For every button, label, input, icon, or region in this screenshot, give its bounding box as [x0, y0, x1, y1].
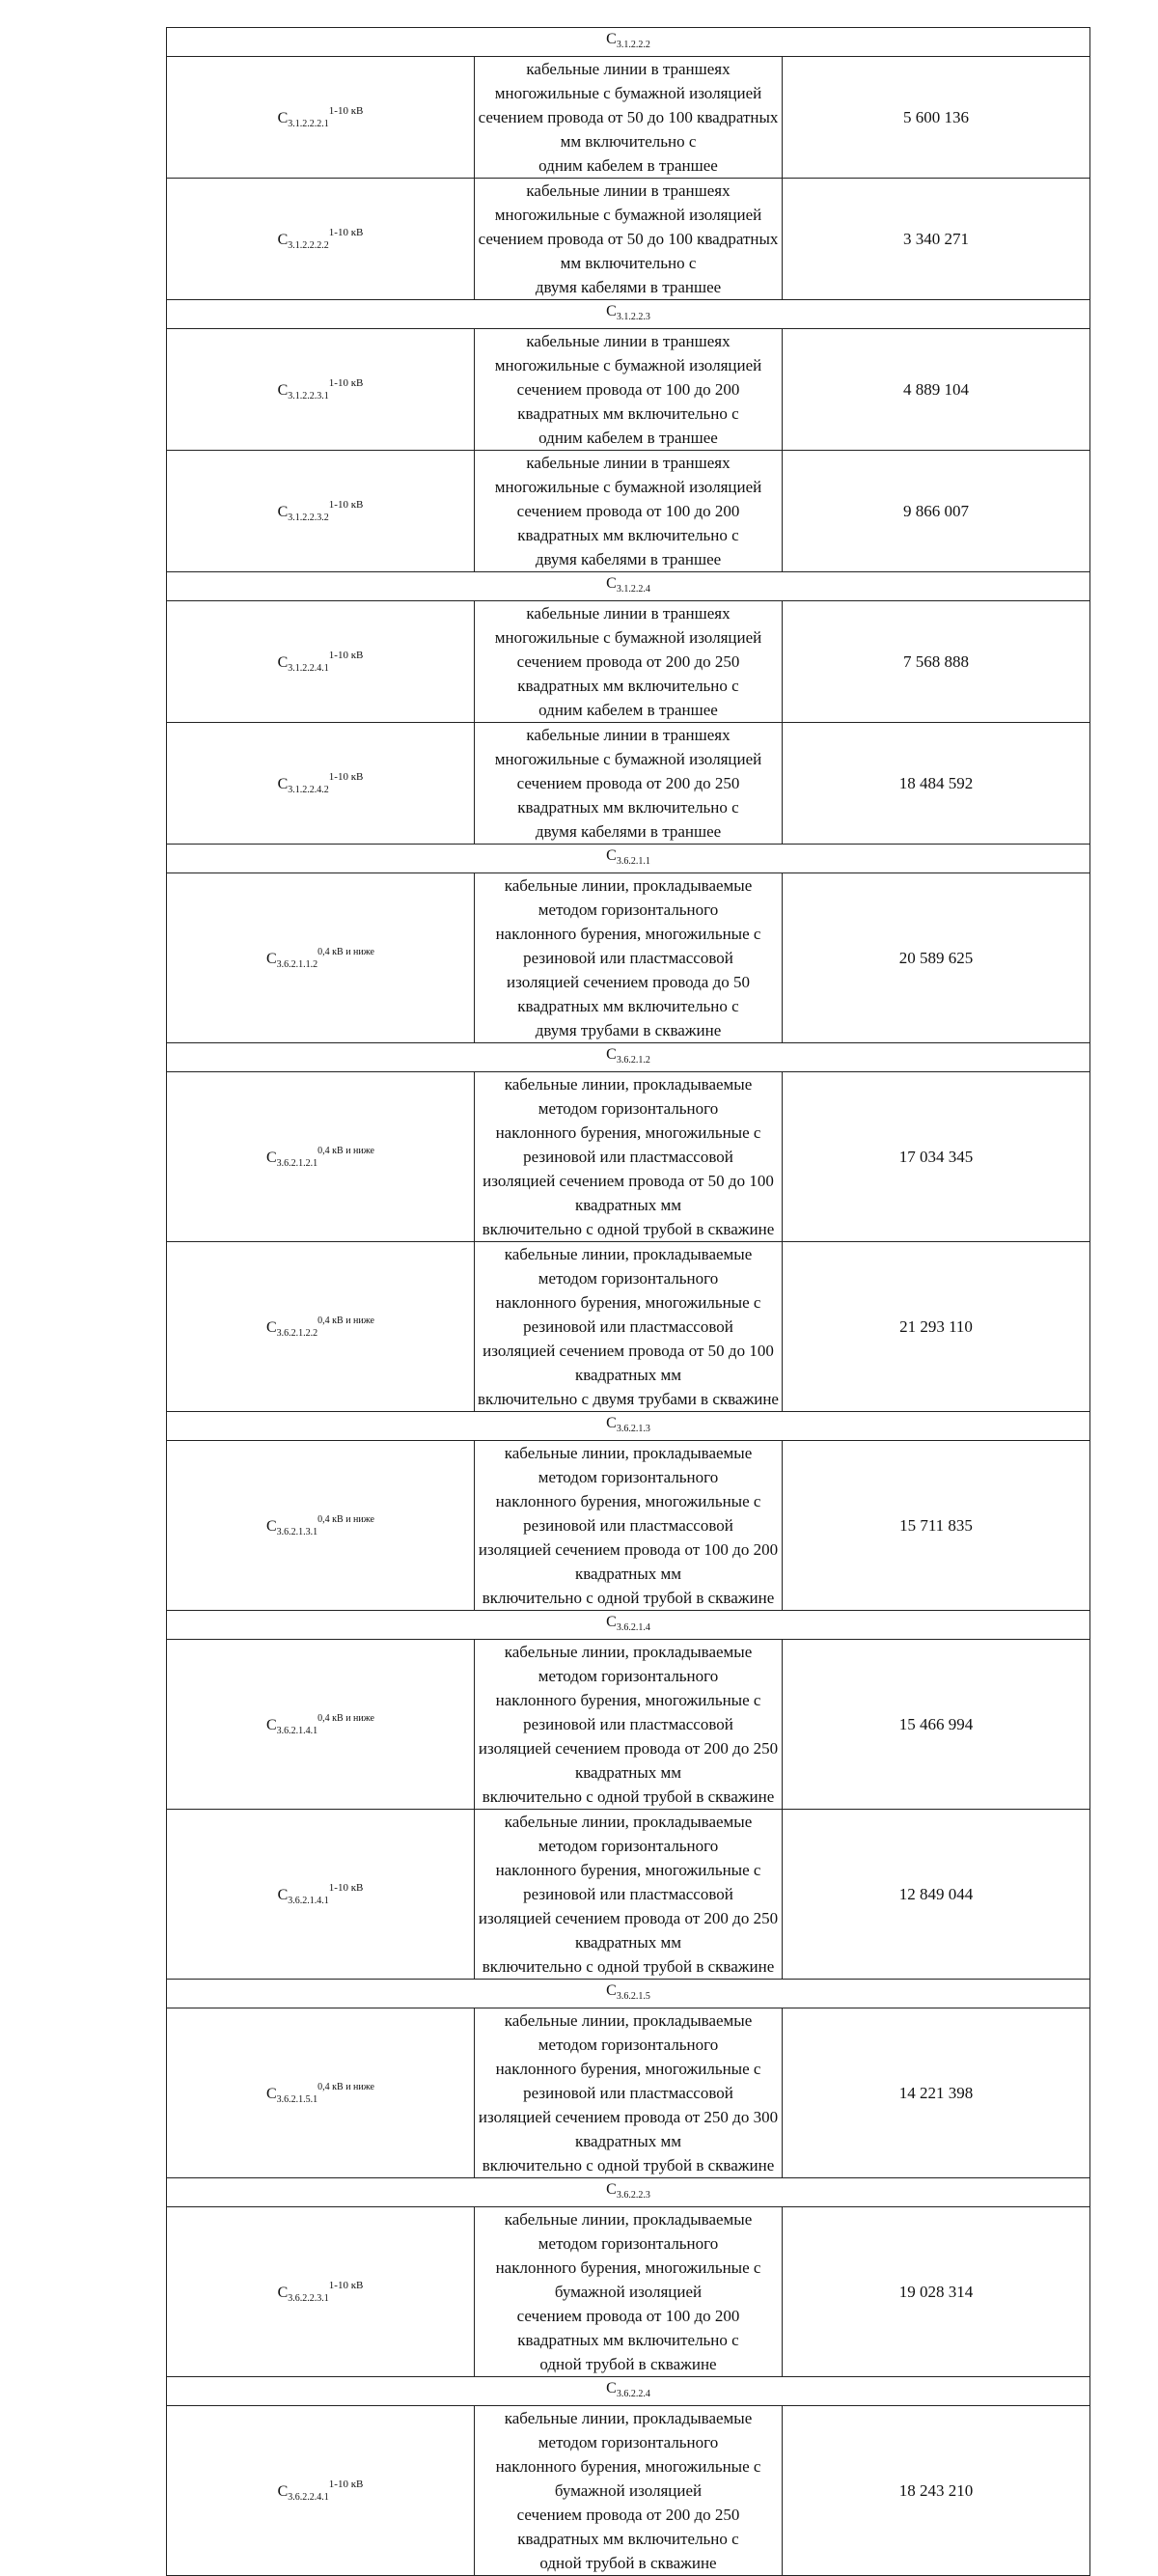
description-line: наклонного бурения, многожильные с резиновой или пластмассовой — [495, 925, 761, 967]
item-code-cell — [167, 1242, 475, 1412]
item-code-cell — [167, 873, 475, 1043]
code-subscript: 3.6.2.1.3.1 — [276, 1526, 318, 1537]
section-header-row — [167, 2178, 1090, 2207]
code-main: С — [606, 2380, 617, 2396]
code-main: С — [606, 1415, 617, 1431]
item-code-cell — [167, 1810, 475, 1980]
item-code-cell — [167, 2406, 475, 2576]
code-main: С — [266, 1149, 277, 1166]
description-line: кабельные линии в траншеях многожильные с бумажной изоляцией — [494, 604, 762, 647]
code-main: С — [266, 950, 277, 967]
table-row — [167, 601, 1090, 723]
description-cell — [475, 2008, 783, 2178]
price-cell: 9 866 007 — [783, 451, 1090, 572]
price-cell: 20 589 625 — [783, 873, 1090, 1043]
description-line: кабельные линии, прокладываемые методом горизонтального — [504, 1643, 753, 1685]
section-code-cell — [167, 1043, 1090, 1072]
description-line: двумя кабелями в траншее — [535, 550, 722, 568]
description-line: кабельные линии в траншеях многожильные с бумажной изоляцией — [494, 726, 762, 768]
code-main: С — [277, 654, 289, 671]
price-cell: 21 293 110 — [783, 1242, 1090, 1412]
item-code-cell — [167, 723, 475, 845]
section-header-row — [167, 1043, 1090, 1072]
section-header-row — [167, 845, 1090, 873]
code-subscript: 3.1.2.2.2.1 — [288, 119, 329, 129]
description-line: сечением провода от 50 до 100 квадратных мм включительно с — [478, 108, 779, 151]
description-line: сечением провода от 100 до 200 квадратных мм включительно с — [516, 380, 740, 423]
code-main: С — [266, 1517, 277, 1535]
description-line: одной трубой в скважине — [539, 2355, 717, 2373]
section-header-row — [167, 572, 1090, 601]
price-cell: 4 889 104 — [783, 329, 1090, 451]
table-row — [167, 2207, 1090, 2377]
description-line: наклонного бурения, многожильные с резиновой или пластмассовой — [495, 1861, 761, 1903]
section-header-row — [167, 2377, 1090, 2406]
code-subscript: 3.6.2.1.2.2 — [276, 1327, 318, 1339]
description-cell — [475, 451, 783, 572]
voltage-superscript: 1-10 кВ — [328, 1882, 364, 1894]
table-row — [167, 451, 1090, 572]
description-line: двумя кабелями в траншее — [535, 278, 722, 296]
item-code-cell — [167, 2008, 475, 2178]
code-main: С — [606, 1046, 617, 1063]
description-line: сечением провода от 50 до 100 квадратных мм включительно с — [478, 230, 779, 272]
table-row — [167, 2008, 1090, 2178]
description-line: сечением провода от 200 до 250 квадратных мм включительно с — [516, 652, 740, 695]
voltage-superscript: 1-10 кВ — [328, 377, 364, 389]
description-line: одним кабелем в траншее — [538, 156, 718, 175]
code-subscript: 3.6.2.1.4.1 — [288, 1896, 329, 1906]
description-cell — [475, 57, 783, 179]
description-line: включительно с одной трубой в скважине — [482, 1957, 775, 1976]
description-line: одной трубой в скважине — [539, 2554, 717, 2572]
description-line: наклонного бурения, многожильные с бумажной изоляцией — [495, 2457, 761, 2500]
voltage-superscript: 1-10 кВ — [328, 2479, 364, 2490]
voltage-superscript: 0,4 кВ и ниже — [317, 2081, 374, 2092]
code-subscript: 3.6.2.2.4.1 — [288, 2492, 329, 2503]
description-cell — [475, 873, 783, 1043]
code-subscript: 3.6.2.1.2.1 — [276, 1157, 318, 1169]
item-code-cell — [167, 1640, 475, 1810]
voltage-superscript: 1-10 кВ — [328, 227, 364, 238]
table-body — [167, 28, 1090, 2576]
section-header-row — [167, 28, 1090, 57]
description-line: наклонного бурения, многожильные с резиновой или пластмассовой — [495, 1492, 761, 1535]
description-line: кабельные линии, прокладываемые методом горизонтального — [504, 1245, 753, 1288]
description-line: изоляцией сечением провода от 50 до 100 квадратных мм — [482, 1342, 774, 1384]
description-line: кабельные линии в траншеях многожильные с бумажной изоляцией — [494, 181, 762, 224]
code-subscript: 3.1.2.2.2 — [616, 40, 650, 50]
price-cell: 3 340 271 — [783, 179, 1090, 300]
description-cell — [475, 1441, 783, 1611]
code-main: С — [606, 575, 617, 592]
description-line: кабельные линии, прокладываемые методом горизонтального — [504, 1075, 753, 1118]
code-main: С — [277, 232, 289, 248]
description-line: изоляцией сечением провода до 50 квадратных мм включительно с — [507, 973, 750, 1015]
description-line: одним кабелем в траншее — [538, 429, 718, 447]
section-code-cell — [167, 845, 1090, 873]
description-line: включительно с одной трубой в скважине — [482, 2156, 775, 2174]
table-row — [167, 57, 1090, 179]
section-code-cell — [167, 28, 1090, 57]
description-line: включительно с двумя трубами в скважине — [478, 1390, 779, 1408]
description-line: двумя кабелями в траншее — [535, 822, 722, 841]
price-cell: 18 484 592 — [783, 723, 1090, 845]
voltage-superscript: 0,4 кВ и ниже — [317, 1145, 374, 1156]
description-line: двумя трубами в скважине — [535, 1021, 722, 1039]
code-main: С — [277, 382, 289, 399]
table-row — [167, 1242, 1090, 1412]
item-code-cell — [167, 2207, 475, 2377]
section-header-row — [167, 300, 1090, 329]
code-subscript: 3.6.2.1.5.1 — [276, 2093, 318, 2105]
code-main: С — [606, 31, 617, 47]
description-line: кабельные линии, прокладываемые методом горизонтального — [504, 1444, 753, 1486]
voltage-superscript: 1-10 кВ — [328, 2280, 364, 2291]
code-subscript: 3.6.2.1.4 — [616, 1622, 650, 1633]
description-cell — [475, 723, 783, 845]
voltage-superscript: 1-10 кВ — [328, 650, 364, 661]
table-row — [167, 2406, 1090, 2576]
price-cell: 5 600 136 — [783, 57, 1090, 179]
table-row — [167, 1072, 1090, 1242]
price-cell: 7 568 888 — [783, 601, 1090, 723]
description-line: наклонного бурения, многожильные с бумажной изоляцией — [495, 2258, 761, 2301]
code-subscript: 3.6.2.2.3.1 — [288, 2293, 329, 2304]
item-code-cell — [167, 1072, 475, 1242]
table-row — [167, 873, 1090, 1043]
item-code-cell — [167, 57, 475, 179]
code-subscript: 3.1.2.2.3.1 — [288, 391, 329, 402]
description-line: включительно с одной трубой в скважине — [482, 1220, 775, 1238]
description-cell — [475, 601, 783, 723]
code-main: С — [606, 2181, 617, 2198]
description-cell — [475, 329, 783, 451]
description-line: кабельные линии в траншеях многожильные с бумажной изоляцией — [494, 454, 762, 496]
item-code-cell — [167, 179, 475, 300]
voltage-superscript: 1-10 кВ — [328, 105, 364, 117]
code-main: С — [277, 504, 289, 520]
voltage-superscript: 0,4 кВ и ниже — [317, 946, 374, 957]
description-line: наклонного бурения, многожильные с резиновой или пластмассовой — [495, 1691, 761, 1733]
code-main: С — [606, 303, 617, 319]
section-header-row — [167, 1611, 1090, 1640]
description-line: изоляцией сечением провода от 200 до 250 квадратных мм — [478, 1739, 779, 1782]
price-cell: 14 221 398 — [783, 2008, 1090, 2178]
code-subscript: 3.1.2.2.4 — [616, 584, 650, 595]
code-main: С — [606, 1982, 617, 1999]
code-subscript: 3.6.2.2.3 — [616, 2190, 650, 2201]
code-subscript: 3.1.2.2.3.2 — [288, 512, 329, 523]
price-cell: 15 711 835 — [783, 1441, 1090, 1611]
code-main: С — [277, 110, 289, 126]
section-code-cell — [167, 1611, 1090, 1640]
code-subscript: 3.6.2.2.4 — [616, 2389, 650, 2399]
voltage-superscript: 0,4 кВ и ниже — [317, 1315, 374, 1326]
description-line: одним кабелем в траншее — [538, 701, 718, 719]
code-main: С — [606, 847, 617, 864]
description-cell — [475, 1810, 783, 1980]
section-code-cell — [167, 2178, 1090, 2207]
description-line: кабельные линии в траншеях многожильные с бумажной изоляцией — [494, 60, 762, 102]
code-main: С — [277, 2285, 289, 2301]
description-line: изоляцией сечением провода от 50 до 100 квадратных мм — [482, 1172, 774, 1214]
description-line: кабельные линии, прокладываемые методом горизонтального — [504, 2210, 753, 2253]
price-cell: 15 466 994 — [783, 1640, 1090, 1810]
description-line: кабельные линии, прокладываемые методом горизонтального — [504, 876, 753, 919]
description-line: наклонного бурения, многожильные с резиновой или пластмассовой — [495, 2060, 761, 2102]
description-line: кабельные линии, прокладываемые методом горизонтального — [504, 1813, 753, 1855]
description-line: изоляцией сечением провода от 250 до 300 квадратных мм — [478, 2108, 779, 2150]
voltage-superscript: 0,4 кВ и ниже — [317, 1712, 374, 1724]
voltage-superscript: 1-10 кВ — [328, 771, 364, 783]
code-subscript: 3.6.2.1.2 — [616, 1055, 650, 1066]
price-cell: 18 243 210 — [783, 2406, 1090, 2576]
code-main: С — [266, 1716, 277, 1733]
description-line: наклонного бурения, многожильные с резиновой или пластмассовой — [495, 1293, 761, 1336]
description-cell — [475, 1242, 783, 1412]
code-main: С — [277, 2483, 289, 2500]
description-cell — [475, 2207, 783, 2377]
tariff-table — [166, 27, 1090, 2576]
description-line: изоляцией сечением провода от 100 до 200 квадратных мм — [478, 1540, 779, 1583]
description-cell — [475, 1072, 783, 1242]
price-cell: 17 034 345 — [783, 1072, 1090, 1242]
code-main: С — [266, 2085, 277, 2102]
description-cell — [475, 1640, 783, 1810]
voltage-superscript: 0,4 кВ и ниже — [317, 1513, 374, 1525]
item-code-cell — [167, 329, 475, 451]
description-line: изоляцией сечением провода от 200 до 250 квадратных мм — [478, 1909, 779, 1952]
table-row — [167, 1441, 1090, 1611]
description-line: включительно с одной трубой в скважине — [482, 1589, 775, 1607]
description-line: включительно с одной трубой в скважине — [482, 1787, 775, 1806]
code-subscript: 3.6.2.1.4.1 — [276, 1725, 318, 1736]
table-row — [167, 329, 1090, 451]
code-main: С — [277, 776, 289, 792]
description-line: сечением провода от 100 до 200 квадратных мм включительно с — [516, 2307, 740, 2349]
item-code-cell — [167, 601, 475, 723]
code-subscript: 3.6.2.1.1.2 — [276, 958, 318, 970]
code-subscript: 3.1.2.2.2.2 — [288, 240, 329, 251]
table-row — [167, 723, 1090, 845]
description-line: сечением провода от 200 до 250 квадратных мм включительно с — [516, 2506, 740, 2548]
description-cell — [475, 2406, 783, 2576]
table-row — [167, 1640, 1090, 1810]
price-cell: 12 849 044 — [783, 1810, 1090, 1980]
item-code-cell — [167, 1441, 475, 1611]
description-line: наклонного бурения, многожильные с резиновой или пластмассовой — [495, 1123, 761, 1166]
description-line: кабельные линии, прокладываемые методом горизонтального — [504, 2409, 753, 2451]
section-code-cell — [167, 2377, 1090, 2406]
description-line: кабельные линии в траншеях многожильные с бумажной изоляцией — [494, 332, 762, 374]
code-main: С — [277, 1887, 289, 1903]
code-subscript: 3.6.2.1.5 — [616, 1991, 650, 2002]
code-subscript: 3.1.2.2.4.2 — [288, 785, 329, 795]
code-subscript: 3.1.2.2.4.1 — [288, 663, 329, 674]
section-code-cell — [167, 300, 1090, 329]
code-main: С — [266, 1318, 277, 1336]
description-line: сечением провода от 200 до 250 квадратных мм включительно с — [516, 774, 740, 817]
section-code-cell — [167, 1412, 1090, 1441]
price-cell: 19 028 314 — [783, 2207, 1090, 2377]
description-cell — [475, 179, 783, 300]
section-code-cell — [167, 1980, 1090, 2008]
code-subscript: 3.6.2.1.3 — [616, 1424, 650, 1434]
table-row — [167, 179, 1090, 300]
description-line: кабельные линии, прокладываемые методом горизонтального — [504, 2011, 753, 2054]
code-main: С — [606, 1614, 617, 1630]
section-header-row — [167, 1980, 1090, 2008]
section-code-cell — [167, 572, 1090, 601]
section-header-row — [167, 1412, 1090, 1441]
table-row — [167, 1810, 1090, 1980]
code-subscript: 3.1.2.2.3 — [616, 312, 650, 322]
voltage-superscript: 1-10 кВ — [328, 499, 364, 511]
code-subscript: 3.6.2.1.1 — [616, 856, 650, 867]
description-line: сечением провода от 100 до 200 квадратных мм включительно с — [516, 502, 740, 544]
item-code-cell — [167, 451, 475, 572]
